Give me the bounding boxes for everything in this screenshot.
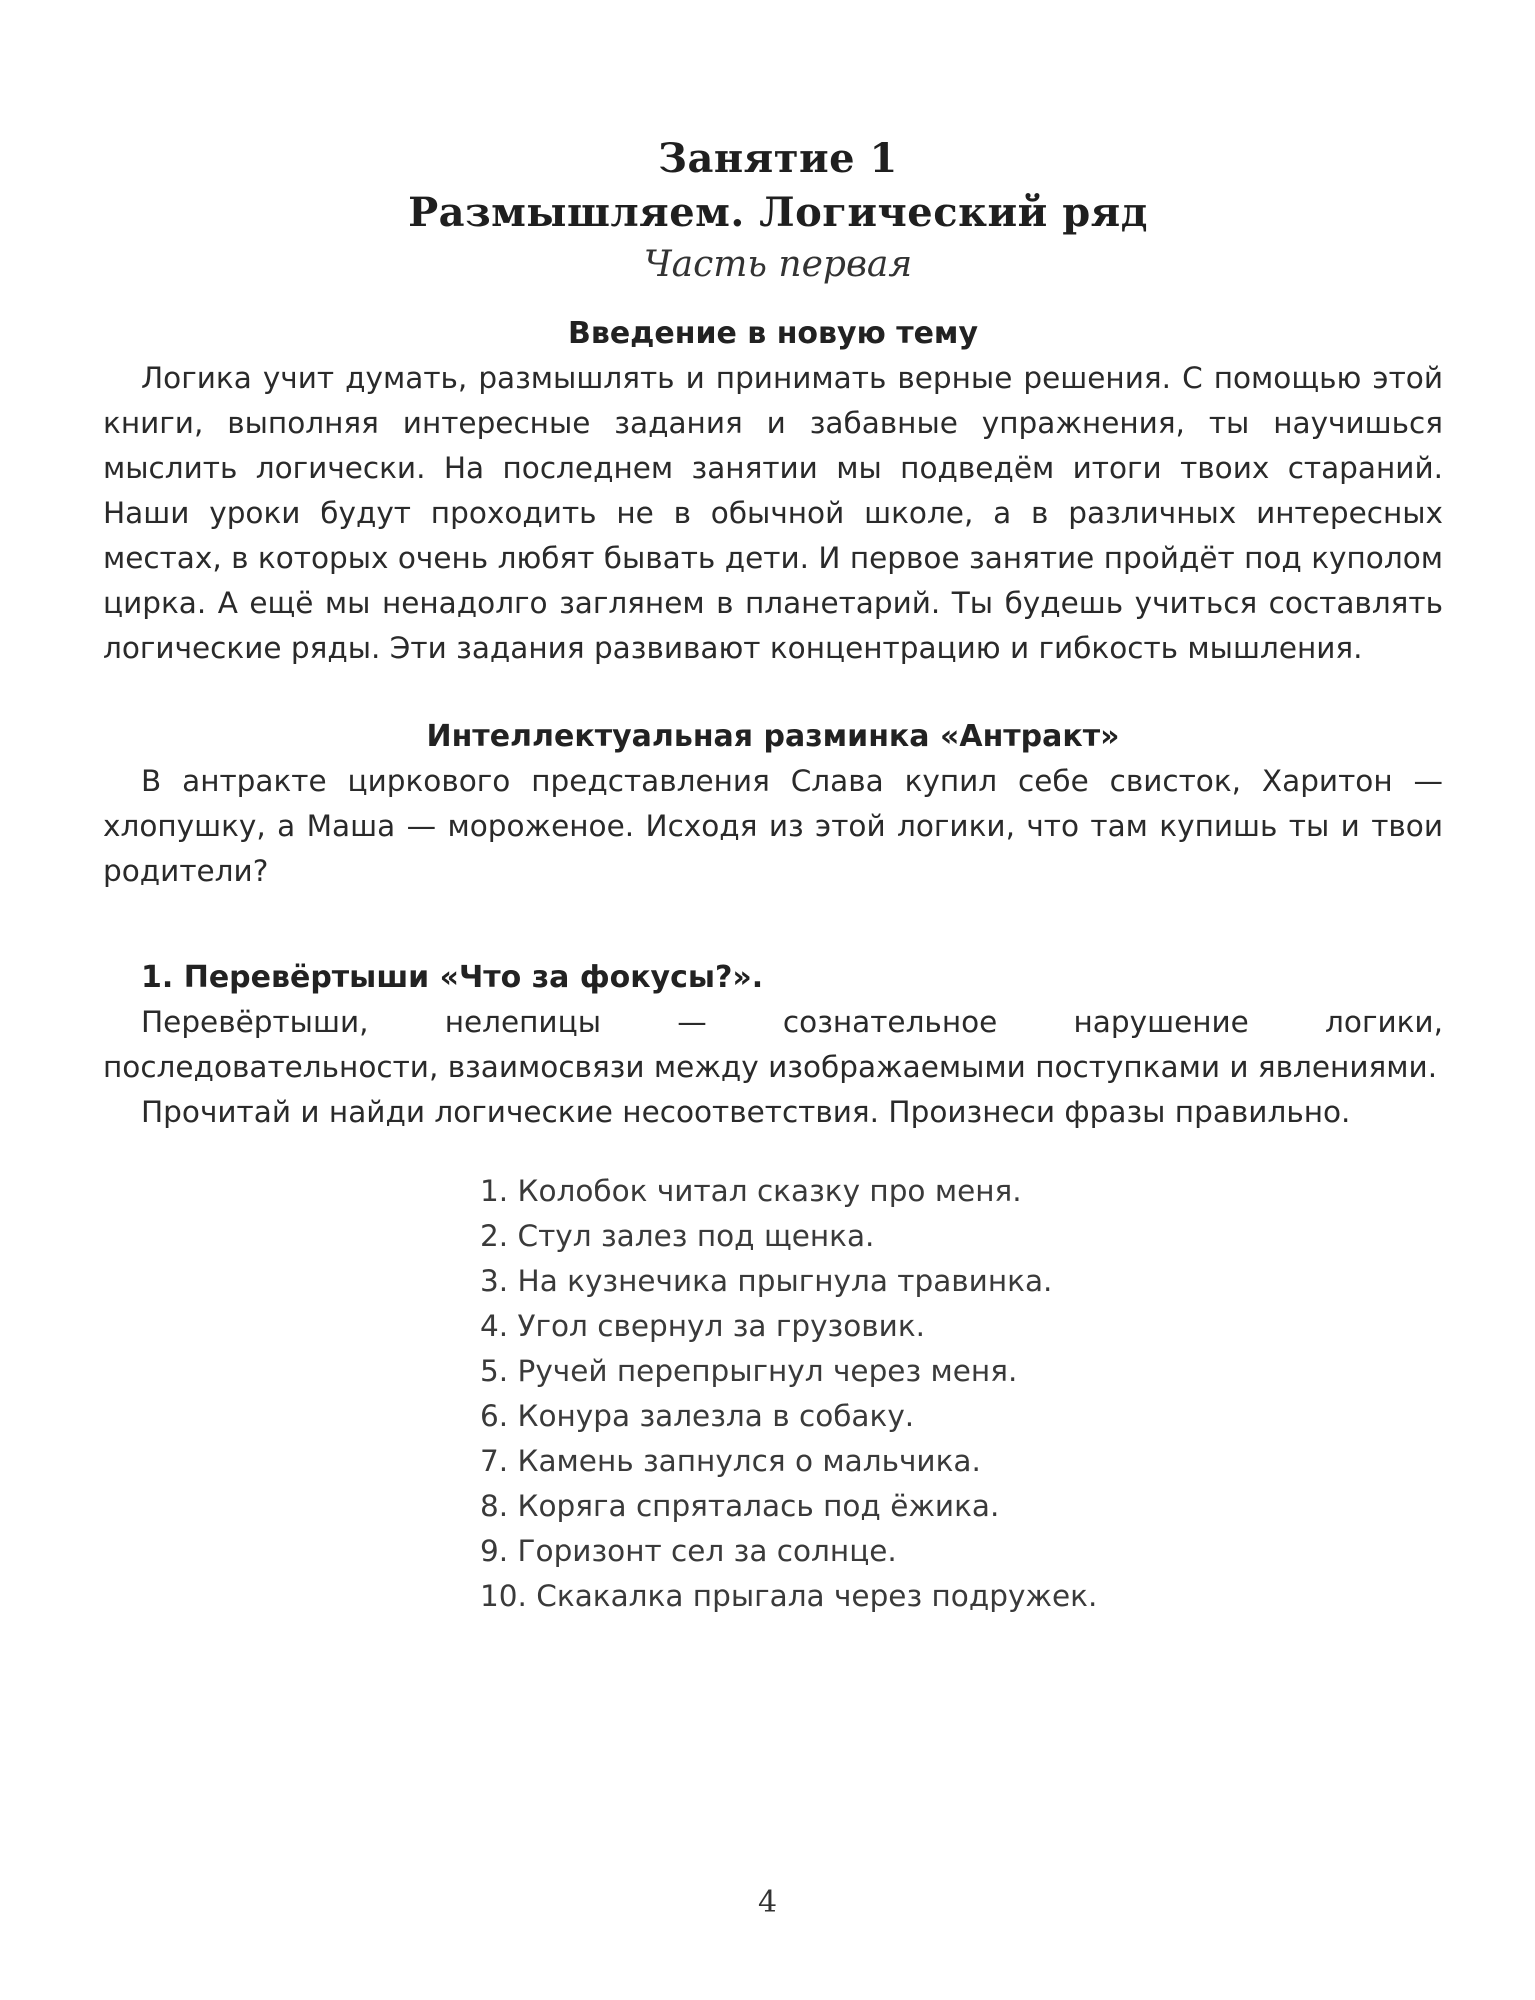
absurd-phrases-list (480, 1169, 1443, 1619)
task1-definition: Перевёртыши, нелепицы — сознательное нарушение логики, последовательности, взаимосвязи между изображаемыми поступками и явлениями. (103, 1005, 1443, 1084)
list-item: 2. Стул залез под щенка. (480, 1219, 875, 1253)
list-item: 1. Колобок читал сказку про меня. (480, 1174, 1022, 1208)
list-item: 7. Камень запнулся о мальчика. (480, 1444, 981, 1478)
page-number: 4 (757, 1885, 778, 1920)
task1-heading: 1. Перевёртыши «Что за фокусы?». (141, 960, 764, 995)
task1-instruction: Прочитай и найди логические несоответствия. Произнеси фразы правильно. (141, 1095, 1351, 1129)
intro-paragraph: Логика учит думать, размышлять и принимать верные решения. С помощью этой книги, выполняя интересные задания и забавные упражнения, ты научишься мыслить логически. На последнем занятии мы подведём итоги твоих стараний. Наши уроки будут проходить не в обычной школе, а в различных интересных местах, в которых очень любят бывать дети. И первое занятие пройдёт под куполом цирка. А ещё мы ненадолго заглянем в планетарий. Ты будешь учиться составлять логические ряды. Эти задания развивают концентрацию и гибкость мышления. (103, 361, 1443, 665)
list-item: 8. Коряга спряталась под ёжика. (480, 1489, 1000, 1523)
list-item: 5. Ручей перепрыгнул через меня. (480, 1354, 1018, 1388)
lesson-title-block (113, 132, 1443, 290)
list-item: 10. Скакалка прыгала через подружек. (480, 1579, 1098, 1613)
intro-heading: Введение в новую тему (567, 316, 979, 351)
lesson-subtitle: Размышляем. Логический ряд (408, 189, 1148, 236)
list-item: 3. На кузнечика прыгнула травинка. (480, 1264, 1053, 1298)
warmup-heading: Интеллектуальная разминка «Антракт» (426, 719, 1120, 754)
list-item: 9. Горизонт сел за солнце. (480, 1534, 897, 1568)
lesson-part: Часть первая (643, 244, 913, 285)
list-item: 6. Конура залезла в собаку. (480, 1399, 915, 1433)
list-item: 4. Угол свернул за грузовик. (480, 1309, 926, 1343)
page-content (103, 132, 1443, 1619)
lesson-title: Занятие 1 (658, 135, 898, 182)
warmup-paragraph: В антракте циркового представления Слава купил себе свисток, Харитон — хлопушку, а Маша — мороженое. Исходя из этой логики, что там купишь ты и твои родители? (103, 764, 1443, 888)
